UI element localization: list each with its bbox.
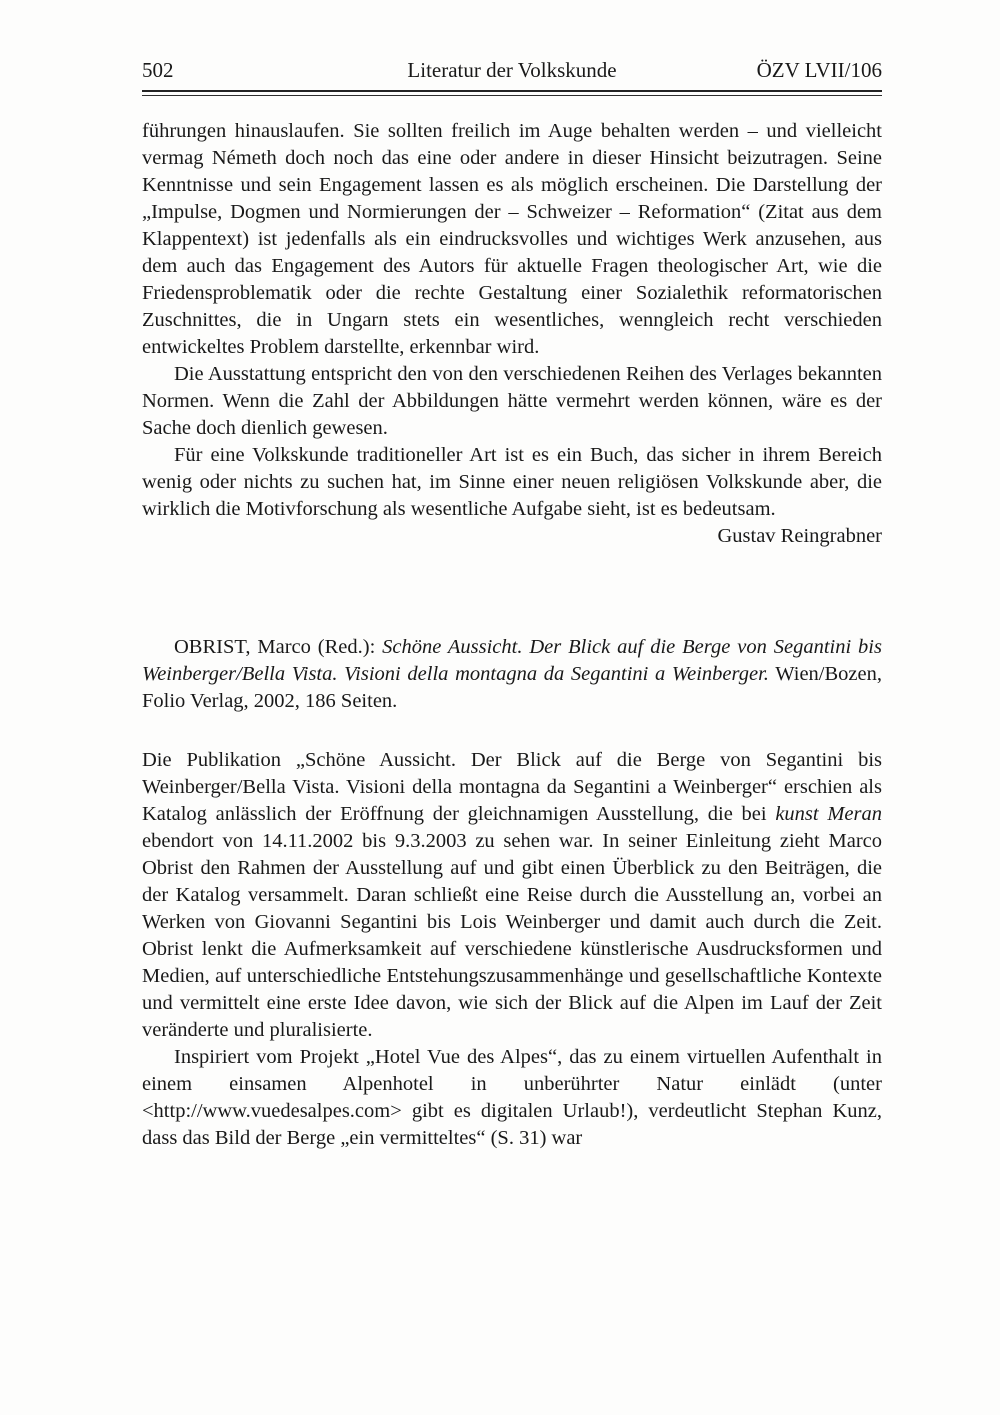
text-segment: ebendort von 14.11.2002 bis 9.3.2003 zu sehen war. In seiner Einleitung zieht Marco Obrist den Rahmen der Ausstellung auf und gibt einen Überblick zu den Beiträgen, die der Katalog versammelt. Daran schließt eine Reise durch die Ausstellung an, vorbei an Werken von Giovanni Segantini bis Lois Weinberger und damit auch durch die Zeit. Obrist lenkt die Aufmerksamkeit auf verschiedene künstlerische Ausdrucksformen und Medien, auf unterschiedliche Entstehungszusammenhänge und gesellschaftliche Kontexte und vermittelt eine erste Idee davon, wie sich der Blick auf die Alpen im Lauf der Zeit veränderte und pluralisierte. xyxy=(142,830,882,1041)
page-number: 502 xyxy=(142,58,174,82)
journal-ref: ÖZV LVII/106 xyxy=(756,58,882,82)
page-body xyxy=(142,118,882,1152)
text-segment: Inspiriert vom Projekt „Hotel Vue des Alpes“, das zu einem virtuellen Aufenthalt in einem einsamen Alpenhotel in unberührter Natur einlädt (unter <http://www.vuedesalpes.com> gibt es digitalen Urlaub!), verdeutlicht Stephan Kunz, dass das Bild der Berge „ein vermitteltes“ (S. 31) war xyxy=(142,1046,882,1149)
running-title: Literatur der Volkskunde xyxy=(407,58,617,82)
italic-text-segment: Schöne Aussicht. Der Blick auf die Berge von Segantini bis Weinberger/Bella Vista. Visioni della montagna da Segantini a Weinberger. xyxy=(142,636,882,685)
paragraph xyxy=(142,747,882,1044)
page-content xyxy=(142,57,882,1152)
text-segment: führungen hinauslaufen. Sie sollten freilich im Auge behalten werden – und vielleicht vermag Németh doch noch das eine oder andere in dieser Hinsicht beizutragen. Seine Kenntnisse und sein Engagement lassen es als möglich erscheinen. Die Darstellung der „Impulse, Dogmen und Normierungen der – Schweizer – Reformation“ (Zitat aus dem Klappentext) ist jedenfalls als ein eindrucksvolles und wichtiges Werk anzusehen, aus dem auch das Engagement des Autors für aktuelle Fragen theologischer Art, wie die Friedensproblematik oder die rechte Gestaltung einer Sozialethik reformatorischen Zuschnittes, die in Ungarn stets ein wesentliches, wenngleich recht verschieden entwickeltes Problem darstellte, erkennbar wird. xyxy=(142,120,882,358)
text-segment: Die Publikation „Schöne Aussicht. Der Blick auf die Berge von Segantini bis Weinberger/Bella Vista. Visioni della montagna da Segantini a Weinberger“ erschien als Katalog anlässlich der Eröffnung der gleichnamigen Ausstellung, die bei xyxy=(142,749,882,825)
text-segment: Die Ausstattung entspricht den von den verschiedenen Reihen des Verlages bekannten Normen. Wenn die Zahl der Abbildungen hätte vermehrt werden können, wäre es der Sache doch dienlich gewesen. xyxy=(142,363,882,439)
review-reingrabner xyxy=(142,118,882,550)
text-segment: Für eine Volkskunde traditioneller Art ist es ein Buch, das sicher in ihrem Bereich wenig oder nichts zu suchen hat, im Sinne einer neuen religiösen Volkskunde aber, die wirklich die Motivforschung als wesentliche Aufgabe sieht, ist es bedeutsam. xyxy=(142,444,882,520)
text-segment: OBRIST, Marco (Red.): xyxy=(174,636,383,658)
review-obrist xyxy=(142,634,882,1152)
paragraph xyxy=(142,634,882,715)
paragraph xyxy=(142,118,882,361)
header-rule xyxy=(142,90,882,96)
review-obrist-text xyxy=(142,747,882,1152)
paragraph xyxy=(142,1044,882,1152)
italic-text-segment: kunst Meran xyxy=(775,803,882,825)
review-reingrabner-text xyxy=(142,118,882,523)
book-citation xyxy=(142,634,882,715)
reviewer-signature: Gustav Reingrabner xyxy=(717,525,882,547)
paragraph xyxy=(142,442,882,523)
paragraph xyxy=(142,361,882,442)
page-header xyxy=(142,57,882,83)
text-segment: Wien/Bozen, Folio Verlag, 2002, 186 Seiten. xyxy=(142,663,882,712)
